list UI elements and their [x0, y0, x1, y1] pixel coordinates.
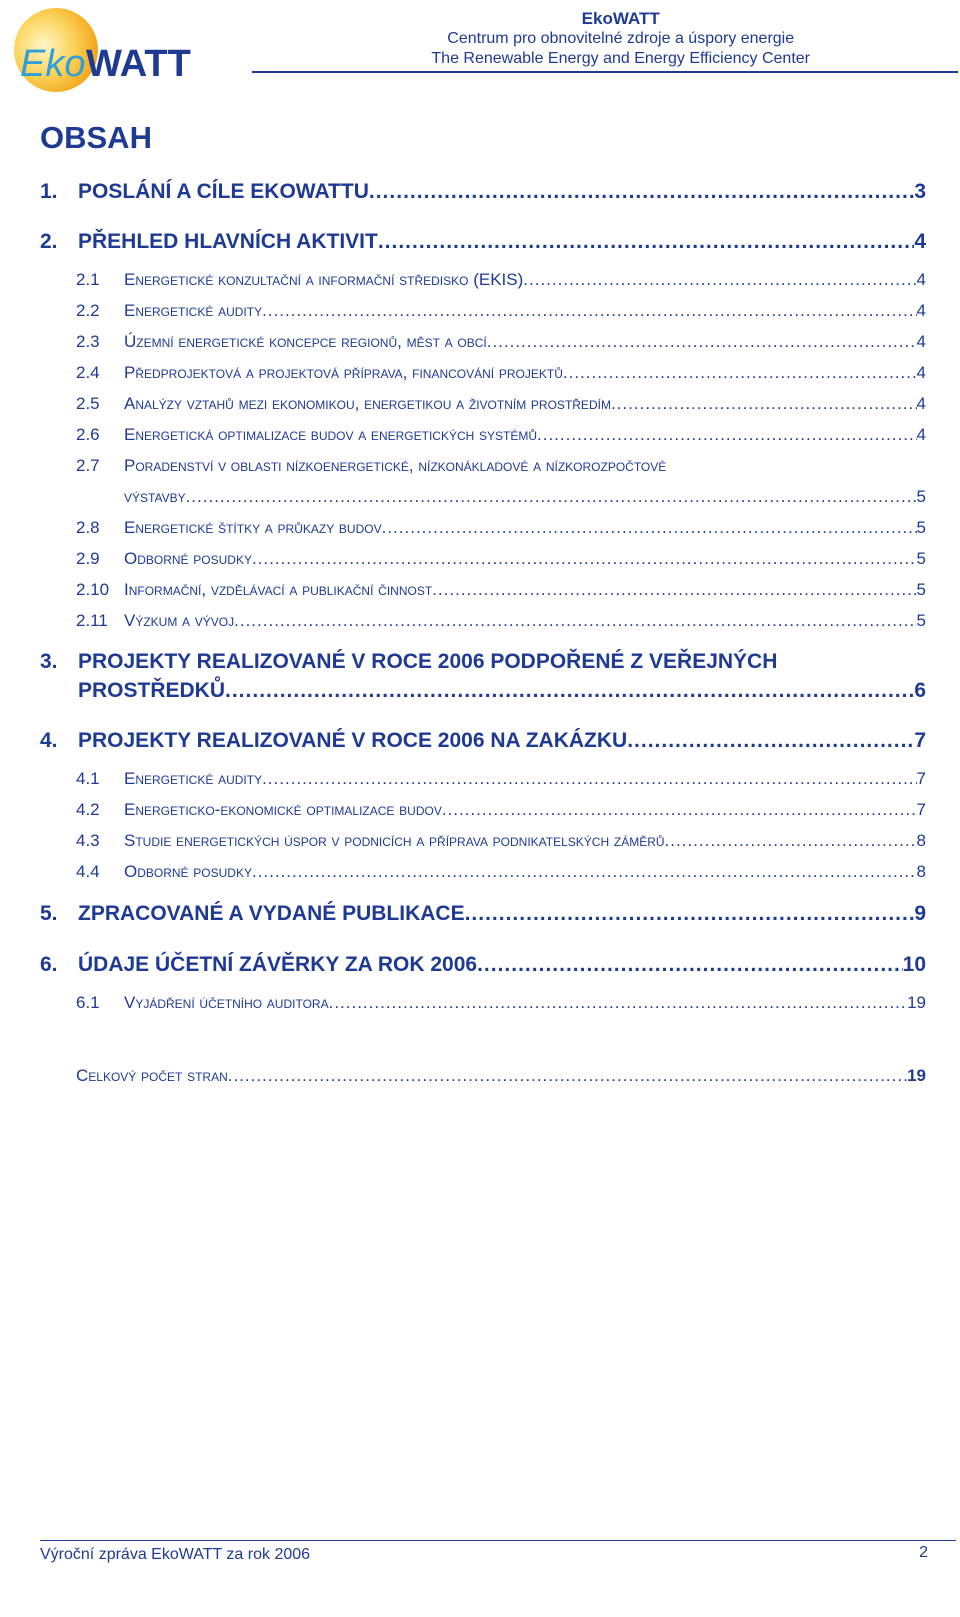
footer-page-number: 2	[919, 1544, 928, 1561]
toc-leader	[262, 769, 916, 789]
toc-number: 5.	[40, 902, 58, 925]
toc-title: Energetické konzultační a informační středisko (EKIS)	[124, 270, 524, 289]
toc-entry-2-4[interactable]	[40, 363, 926, 383]
toc-page: 19	[907, 1066, 926, 1085]
toc-entry-4-1[interactable]	[40, 769, 926, 789]
toc-page: 3	[914, 180, 926, 203]
toc-entry-2[interactable]	[40, 230, 926, 254]
toc-page: 4	[916, 363, 926, 382]
toc-title: Odborné posudky	[124, 549, 252, 568]
toc-number: 4.3	[76, 831, 100, 850]
toc-leader	[252, 862, 917, 882]
toc-title: PROJEKTY REALIZOVANÉ V ROCE 2006 NA ZAKÁZKU	[78, 729, 628, 752]
toc-leader	[611, 394, 917, 414]
header-rule	[252, 71, 958, 73]
toc-number: 2.2	[76, 301, 100, 320]
toc-title-line1: Poradenství v oblasti nízkoenergetické, nízkonákladové a nízkorozpočtové	[124, 456, 667, 475]
toc-title: PŘEHLED HLAVNÍCH AKTIVIT	[78, 230, 378, 253]
toc-page: 5	[916, 518, 926, 537]
toc-page: 10	[902, 953, 926, 976]
toc-number: 2.10	[76, 580, 110, 599]
toc-title: Analýzy vztahů mezi ekonomikou, energetikou a životním prostředím	[124, 394, 611, 413]
header-subtitle-cz: Centrum pro obnovitelné zdroje a úspory energie	[447, 30, 795, 47]
toc-leader	[432, 580, 916, 600]
toc-leader	[262, 301, 916, 321]
toc-leader	[382, 518, 917, 538]
toc-title: Energetické audity	[124, 769, 263, 788]
toc-entry-4[interactable]	[40, 729, 926, 753]
toc-page: 4	[916, 301, 926, 320]
toc-entry-4-3[interactable]	[40, 831, 926, 851]
toc-leader	[252, 549, 917, 569]
toc-leader	[477, 953, 903, 977]
toc-entry-1[interactable]	[40, 180, 926, 204]
toc-title-line1: PROJEKTY REALIZOVANÉ V ROCE 2006 PODPOŘENÉ Z VEŘEJNÝCH	[78, 650, 778, 673]
toc-leader	[627, 729, 914, 753]
toc-page: 9	[914, 902, 926, 925]
toc-title: ZPRACOVANÉ A VYDANÉ PUBLIKACE	[78, 902, 465, 925]
toc-number: 2.1	[76, 270, 100, 289]
toc-number: 4.1	[76, 769, 100, 788]
toc-number: 2.6	[76, 425, 100, 444]
toc-entry-4-4[interactable]	[40, 862, 926, 882]
toc-page: 8	[916, 831, 926, 850]
toc-page: 5	[916, 487, 926, 506]
toc-title: Energetická optimalizace budov a energetických systémů	[124, 425, 538, 444]
toc-leader	[465, 902, 915, 926]
toc-page: 5	[916, 580, 926, 599]
toc-leader	[563, 363, 917, 383]
toc-leader	[234, 611, 916, 631]
toc-leader	[369, 180, 914, 204]
toc-leader	[329, 993, 907, 1013]
toc-page: 5	[916, 611, 926, 630]
toc-title: Energeticko-ekonomické optimalizace budov	[124, 800, 442, 819]
page-title: OBSAH	[40, 120, 152, 155]
toc-entry-2-7[interactable]	[40, 456, 926, 476]
footer-text: Výroční zpráva EkoWATT za rok 2006	[40, 1546, 311, 1563]
toc-number: 2.7	[76, 456, 100, 475]
svg-text:WATT: WATT	[86, 43, 191, 85]
toc-leader	[228, 1066, 907, 1086]
toc-entry-2-6[interactable]	[40, 425, 926, 445]
toc-entry-4-2[interactable]	[40, 800, 926, 820]
toc-entry-2-7-cont[interactable]	[40, 487, 926, 507]
toc-page: 4	[916, 332, 926, 351]
toc-number: 2.9	[76, 549, 100, 568]
toc-title: Výzkum a vývoj	[124, 611, 235, 630]
toc-leader	[186, 487, 917, 507]
toc-number: 2.4	[76, 363, 100, 382]
toc-number: 6.	[40, 953, 58, 976]
toc-page: 4	[916, 394, 926, 413]
toc-number: 4.2	[76, 800, 100, 819]
toc-leader	[665, 831, 917, 851]
toc-entry-3[interactable]	[40, 650, 926, 674]
toc-entry-2-8[interactable]	[40, 518, 926, 538]
toc-entry-3-cont[interactable]	[40, 679, 926, 703]
header-text	[431, 8, 810, 69]
toc-number: 2.	[40, 230, 58, 253]
toc-leader	[523, 270, 916, 290]
toc-number: 4.	[40, 729, 58, 752]
toc-title: Odborné posudky	[124, 862, 252, 881]
toc-number: 4.4	[76, 862, 100, 881]
toc-title: ÚDAJE ÚČETNÍ ZÁVĚRKY ZA ROK 2006	[78, 953, 478, 976]
toc-title: POSLÁNÍ A CÍLE EKOWATTU	[78, 180, 369, 203]
toc-entry-2-5[interactable]	[40, 394, 926, 414]
toc-title: Předprojektová a projektová příprava, financování projektů	[124, 363, 563, 382]
toc-title: Celkový počet stran	[76, 1066, 228, 1085]
toc-page: 7	[916, 769, 926, 788]
toc-entry-2-9[interactable]	[40, 549, 926, 569]
svg-text:Eko: Eko	[20, 43, 86, 85]
header-org-name: EkoWATT	[581, 9, 660, 28]
toc-number: 2.3	[76, 332, 100, 351]
toc-page: 7	[914, 729, 926, 752]
toc-entry-2-1[interactable]	[40, 270, 926, 290]
toc-title: Studie energetických úspor v podnicích a příprava podnikatelských záměrů	[124, 831, 665, 850]
toc-entry-2-10[interactable]	[40, 580, 926, 600]
toc-leader	[225, 679, 914, 703]
toc-page: 19	[907, 993, 926, 1012]
toc-entry-6[interactable]	[40, 953, 926, 977]
toc-title: Vyjádření účetního auditora	[124, 993, 329, 1012]
toc-page: 4	[916, 425, 926, 444]
toc-title-line2: výstavby	[124, 487, 186, 506]
footer-rule	[40, 1540, 956, 1541]
toc-entry-2-2[interactable]	[40, 301, 926, 321]
toc-title: Energetické štítky a průkazy budov	[124, 518, 382, 537]
toc-title-line2: PROSTŘEDKŮ	[78, 679, 226, 702]
toc-leader	[378, 230, 914, 254]
toc-number: 3.	[40, 650, 58, 673]
toc-number: 1.	[40, 180, 58, 203]
toc-number: 2.5	[76, 394, 100, 413]
toc-entry-2-11[interactable]	[40, 611, 926, 631]
toc-leader	[487, 332, 917, 352]
toc-number: 2.8	[76, 518, 100, 537]
toc-page: 4	[914, 230, 926, 253]
toc-entry-6-1[interactable]	[40, 993, 926, 1013]
toc-number: 2.11	[76, 611, 108, 630]
toc-title: Energetické audity	[124, 301, 263, 320]
header-subtitle-en: The Renewable Energy and Energy Efficiency Center	[431, 50, 810, 67]
toc-title: Informační, vzdělávací a publikační činnost	[124, 580, 433, 599]
toc-page: 5	[916, 549, 926, 568]
toc-page: 8	[916, 862, 926, 881]
toc-page: 4	[916, 270, 926, 289]
toc-total-pages[interactable]	[40, 1066, 926, 1086]
toc-page: 7	[916, 800, 926, 819]
toc-number: 6.1	[76, 993, 100, 1012]
toc-title: Územní energetické koncepce regionů, měst a obcí	[124, 332, 487, 351]
toc-entry-5[interactable]	[40, 902, 926, 926]
toc-entry-2-3[interactable]	[40, 332, 926, 352]
toc-leader	[442, 800, 917, 820]
ekowatt-logo	[4, 4, 236, 94]
toc-leader	[537, 425, 917, 445]
toc-page: 6	[914, 679, 926, 702]
